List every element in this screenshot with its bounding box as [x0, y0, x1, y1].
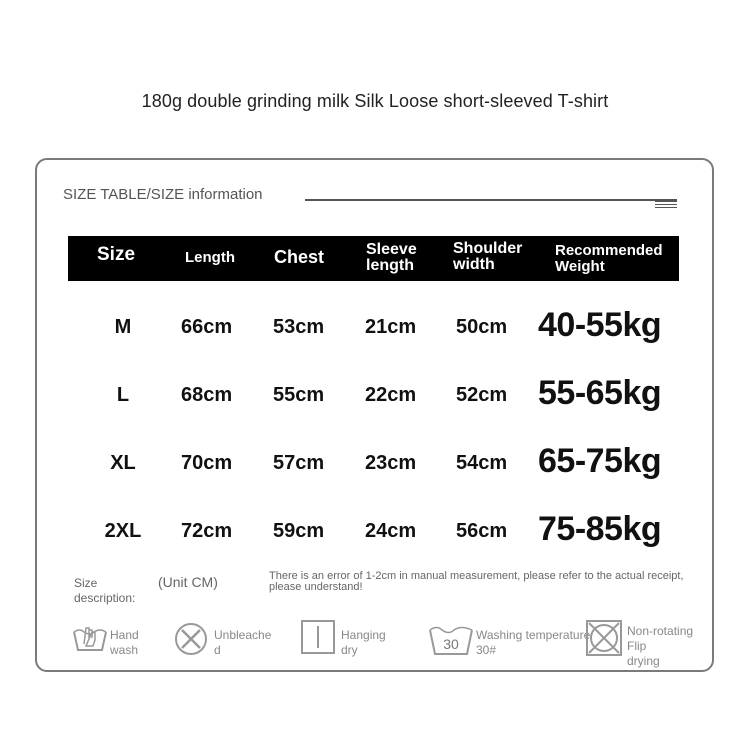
- header-sleeve-line2: length: [366, 257, 414, 274]
- hanging-dry-line2: dry: [341, 643, 358, 657]
- size-description-label: Size description:: [74, 576, 136, 605]
- no-tumble-line1: Non-rotating: [627, 624, 694, 638]
- cell-length: 70cm: [181, 452, 233, 474]
- product-title: 180g double grinding milk Silk Loose short-sleeved T-shirt: [141, 91, 609, 111]
- header-weight-line2: Weight: [555, 258, 605, 275]
- measurement-note: There is an error of 1-2cm in manual measurement, please refer to the actual receipt, please understand!: [269, 570, 684, 593]
- header-weight-line1: Recommended: [555, 242, 663, 259]
- cell-sleeve: 21cm: [365, 316, 417, 338]
- unbleached-line2: d: [214, 643, 221, 657]
- cell-size: L: [116, 384, 130, 406]
- hand-wash-icon: [72, 622, 108, 654]
- header-sleeve-length: [366, 242, 436, 274]
- cell-length: 66cm: [181, 316, 233, 338]
- cell-chest: 59cm: [273, 520, 325, 542]
- cell-sleeve: 23cm: [365, 452, 417, 474]
- no-tumble-dry-icon: [586, 620, 622, 656]
- cell-length: 68cm: [181, 384, 233, 406]
- header-size: Size: [97, 244, 136, 265]
- header-shoulder-line1: Shoulder: [453, 240, 523, 257]
- cell-length: 72cm: [181, 520, 233, 542]
- table-header: [68, 236, 679, 281]
- header-sleeve-line1: Sleeve: [366, 241, 417, 258]
- unbleached-line1: Unbleache: [214, 628, 272, 642]
- wash-30-icon: [428, 624, 474, 656]
- hand-wash-line2: wash: [110, 643, 139, 657]
- cell-chest: 57cm: [273, 452, 325, 474]
- cell-shoulder: 54cm: [456, 452, 508, 474]
- table-row: [68, 510, 679, 560]
- table-row: [68, 374, 679, 424]
- cell-sleeve: 24cm: [365, 520, 417, 542]
- cell-weight: 75-85kg: [538, 510, 662, 548]
- washing-temp-line1: Washing temperature: [476, 628, 591, 642]
- cell-weight: 65-75kg: [538, 442, 662, 480]
- cell-chest: 53cm: [273, 316, 325, 338]
- wash-temp-icon-text: 30: [443, 636, 459, 652]
- header-length: Length: [185, 249, 235, 266]
- cell-chest: 55cm: [273, 384, 325, 406]
- header-shoulder-line2: width: [453, 256, 495, 273]
- table-row: [68, 442, 679, 492]
- cell-weight: 55-65kg: [538, 374, 662, 412]
- cell-weight: 40-55kg: [538, 306, 662, 344]
- cell-size: XL: [110, 452, 136, 474]
- menu-lines-icon: [655, 201, 677, 209]
- header-recommended-weight: [555, 243, 675, 275]
- unit-label: (Unit CM): [158, 574, 218, 590]
- cell-shoulder: 50cm: [456, 316, 508, 338]
- cell-size: 2XL: [104, 520, 142, 542]
- no-bleach-icon: [174, 622, 208, 656]
- header-shoulder-width: [453, 241, 533, 273]
- section-title: SIZE TABLE/SIZE information: [63, 186, 263, 203]
- header-chest: Chest: [274, 247, 325, 267]
- no-tumble-line3: drying: [627, 654, 660, 668]
- cell-sleeve: 22cm: [365, 384, 417, 406]
- hanging-dry-icon: [301, 620, 335, 654]
- title-divider: [305, 199, 677, 201]
- no-tumble-line2: Flip: [627, 639, 647, 653]
- hanging-dry-line1: Hanging: [341, 628, 386, 642]
- hand-wash-line1: Hand: [110, 628, 139, 642]
- washing-temp-line2: 30#: [476, 643, 497, 657]
- cell-size: M: [114, 316, 132, 338]
- table-row: [68, 306, 679, 356]
- cell-shoulder: 56cm: [456, 520, 508, 542]
- cell-shoulder: 52cm: [456, 384, 508, 406]
